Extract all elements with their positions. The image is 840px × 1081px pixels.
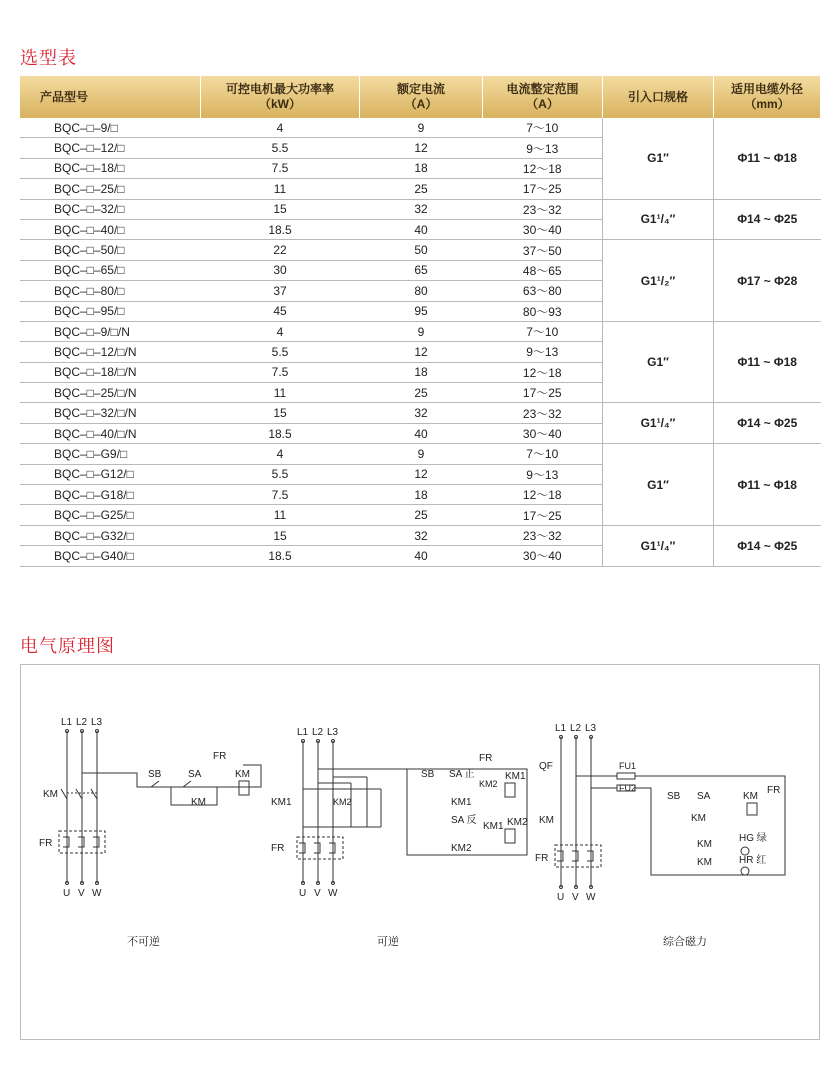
label-w-rev: W [328,888,338,899]
cell-current: 18 [360,362,483,382]
label-l1-rev: L1 [297,727,309,738]
cell-model: BQC–□–12/□ [20,138,201,158]
label-km-coil: KM [235,769,250,780]
label-sa-rev: SA 反 [451,815,477,826]
cell-power: 7.5 [201,158,360,178]
cell-range: 23～32 [483,525,603,545]
label-sa-fwd: SA 正 [449,769,475,780]
cell-power: 7.5 [201,362,360,382]
label-sb-rev: SB [421,769,435,780]
cell-inlet: G1¹/₄″ [603,199,714,240]
label-fr-ctrl-mag: FR [767,785,781,796]
label-fu2: FU2 [619,783,637,793]
cell-range: 23～32 [483,403,603,423]
cell-cable: Φ14 ~ Φ25 [714,199,821,240]
cell-current: 9 [360,444,483,464]
header-inlet: 引入口规格 [603,76,714,118]
cell-current: 9 [360,118,483,138]
cell-current: 18 [360,158,483,178]
diagram-magnetic [535,723,785,903]
selection-table [20,76,821,567]
table-row [20,199,821,219]
label-km: KM [43,789,58,800]
cell-inlet: G1″ [603,444,714,526]
cell-inlet: G1″ [603,118,714,199]
cell-model: BQC–□–32/□/N [20,403,201,423]
label-l2-mag: L2 [570,723,582,734]
cell-inlet: G1″ [603,321,714,403]
cell-inlet: G1¹/₄″ [603,525,714,566]
label-u-mag: U [557,892,565,903]
cell-power: 5.5 [201,138,360,158]
cell-range: 30～40 [483,546,603,566]
cell-current: 25 [360,383,483,403]
diagram-title: 电气原理图 [20,636,115,657]
label-w: W [92,888,102,899]
cell-model: BQC–□–25/□/N [20,383,201,403]
cell-current: 40 [360,423,483,443]
cell-power: 18.5 [201,423,360,443]
cell-model: BQC–□–65/□ [20,260,201,280]
label-w-mag: W [586,892,596,903]
label-km-aux: KM [191,797,206,808]
label-v-mag: V [572,892,579,903]
label-km1-coil: KM1 [505,771,526,782]
label-l1: L1 [61,717,73,728]
cell-range: 80～93 [483,301,603,321]
cell-power: 5.5 [201,342,360,362]
cell-current: 95 [360,301,483,321]
label-fu1: FU1 [619,761,637,771]
label-km-mag: KM [539,815,554,826]
label-sa-mag: SA [697,791,711,802]
label-v-rev: V [314,888,321,899]
label-l3: L3 [91,717,103,728]
cell-range: 63～80 [483,281,603,301]
cell-cable: Φ11 ~ Φ18 [714,118,821,199]
table-row [20,444,821,464]
cell-model: BQC–□–G32/□ [20,525,201,545]
label-l2: L2 [76,717,88,728]
label-fr-ctrl-rev: FR [479,753,493,764]
header-cable: 适用电缆外径 （mm） [714,76,821,118]
cell-power: 18.5 [201,546,360,566]
label-fr-ctrl: FR [213,751,227,762]
cell-range: 7～10 [483,321,603,341]
cell-power: 37 [201,281,360,301]
cell-model: BQC–□–18/□ [20,158,201,178]
cell-range: 48～65 [483,260,603,280]
cell-power: 11 [201,179,360,199]
label-l3-mag: L3 [585,723,597,734]
circuit-diagrams [21,665,819,1039]
cell-power: 4 [201,118,360,138]
label-qf: QF [539,761,553,772]
cell-range: 7～10 [483,118,603,138]
cell-power: 4 [201,321,360,341]
label-km-coil-mag: KM [743,791,758,802]
cell-range: 12～18 [483,158,603,178]
label-km1: KM1 [271,797,292,808]
cell-range: 23～32 [483,199,603,219]
label-km2-aux: KM2 [451,843,472,854]
cell-power: 22 [201,240,360,260]
cell-model: BQC–□–12/□/N [20,342,201,362]
cell-model: BQC–□–18/□/N [20,362,201,382]
cell-current: 12 [360,138,483,158]
cell-inlet: G1¹/₂″ [603,240,714,322]
cell-range: 17～25 [483,179,603,199]
cell-model: BQC–□–G25/□ [20,505,201,525]
diagram-frame [20,664,820,1040]
label-fr: FR [39,838,53,849]
selection-table-title: 选型表 [20,48,77,69]
cell-current: 32 [360,199,483,219]
cell-range: 9～13 [483,342,603,362]
label-km-aux-mag: KM [691,813,706,824]
cell-model: BQC–□–95/□ [20,301,201,321]
label-sb: SB [148,769,162,780]
header-current: 额定电流 （A） [360,76,483,118]
caption-irreversible: 不可逆 [127,936,160,948]
table-header-row [20,76,821,118]
label-km1-int: KM1 [483,821,504,832]
cell-power: 4 [201,444,360,464]
cell-range: 30～40 [483,219,603,239]
cell-current: 32 [360,525,483,545]
label-u-rev: U [299,888,307,899]
table-row [20,118,821,138]
cell-power: 18.5 [201,219,360,239]
cell-model: BQC–□–50/□ [20,240,201,260]
caption-magnetic: 综合磁力 [663,936,707,948]
cell-cable: Φ11 ~ Φ18 [714,444,821,526]
header-range: 电流整定范围 （A） [483,76,603,118]
cell-model: BQC–□–32/□ [20,199,201,219]
cell-current: 18 [360,485,483,505]
cell-range: 9～13 [483,138,603,158]
cell-current: 9 [360,321,483,341]
label-sb-mag: SB [667,791,681,802]
label-fr-rev: FR [271,843,285,854]
cell-model: BQC–□–80/□ [20,281,201,301]
header-model: 产品型号 [20,76,201,118]
cell-cable: Φ14 ~ Φ25 [714,403,821,444]
cell-model: BQC–□–G9/□ [20,444,201,464]
cell-model: BQC–□–40/□ [20,219,201,239]
cell-current: 65 [360,260,483,280]
cell-power: 11 [201,383,360,403]
label-hg: HG 绿 [739,833,767,844]
cell-current: 50 [360,240,483,260]
cell-range: 12～18 [483,362,603,382]
cell-range: 17～25 [483,383,603,403]
table-row [20,525,821,545]
diagram-irreversible [39,717,261,899]
label-l3-rev: L3 [327,727,339,738]
cell-current: 40 [360,546,483,566]
cell-current: 40 [360,219,483,239]
cell-model: BQC–□–G40/□ [20,546,201,566]
label-km2: KM2 [333,797,352,807]
cell-power: 15 [201,199,360,219]
cell-range: 17～25 [483,505,603,525]
cell-power: 11 [201,505,360,525]
cell-range: 12～18 [483,485,603,505]
cell-range: 37～50 [483,240,603,260]
label-u: U [63,888,71,899]
cell-cable: Φ17 ~ Φ28 [714,240,821,322]
cell-power: 15 [201,525,360,545]
label-km1-aux: KM1 [451,797,472,808]
cell-power: 7.5 [201,485,360,505]
label-fr-mag: FR [535,853,549,864]
cell-range: 9～13 [483,464,603,484]
cell-model: BQC–□–G18/□ [20,485,201,505]
cell-power: 45 [201,301,360,321]
cell-model: BQC–□–40/□/N [20,423,201,443]
label-km-hr: KM [697,857,712,868]
label-hr: HR 红 [739,855,767,866]
table-row [20,321,821,341]
cell-range: 7～10 [483,444,603,464]
cell-inlet: G1¹/₄″ [603,403,714,444]
label-v: V [78,888,85,899]
cell-current: 25 [360,179,483,199]
cell-model: BQC–□–9/□/N [20,321,201,341]
caption-reversible: 可逆 [377,936,399,948]
label-km2-int: KM2 [479,779,498,789]
cell-power: 30 [201,260,360,280]
label-km2-coil: KM2 [507,817,528,828]
diagram-reversible [271,727,528,899]
table-row [20,403,821,423]
label-sa: SA [188,769,202,780]
cell-power: 5.5 [201,464,360,484]
label-l2-rev: L2 [312,727,324,738]
cell-power: 15 [201,403,360,423]
cell-current: 12 [360,464,483,484]
cell-model: BQC–□–G12/□ [20,464,201,484]
cell-current: 32 [360,403,483,423]
header-power: 可控电机最大功率率 （kW） [201,76,360,118]
cell-range: 30～40 [483,423,603,443]
cell-current: 80 [360,281,483,301]
cell-cable: Φ14 ~ Φ25 [714,525,821,566]
cell-cable: Φ11 ~ Φ18 [714,321,821,403]
table-row [20,240,821,260]
cell-model: BQC–□–25/□ [20,179,201,199]
cell-current: 12 [360,342,483,362]
label-l1-mag: L1 [555,723,567,734]
label-km-hg: KM [697,839,712,850]
cell-current: 25 [360,505,483,525]
cell-model: BQC–□–9/□ [20,118,201,138]
